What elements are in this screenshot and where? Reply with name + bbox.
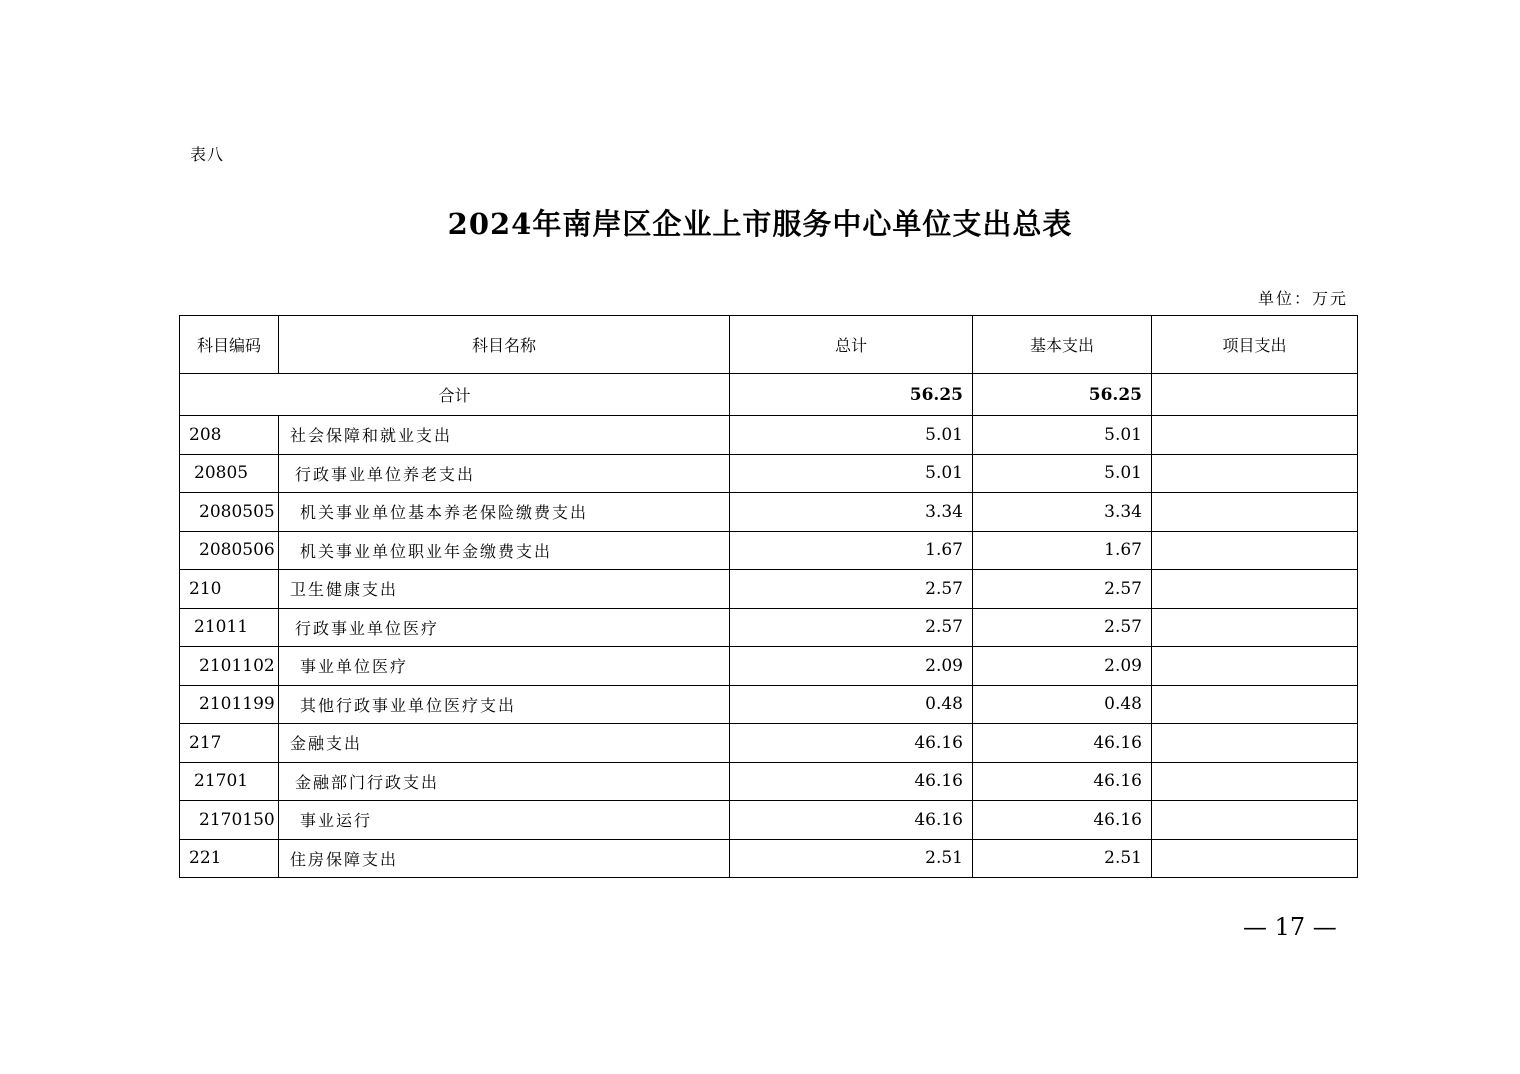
account-name-cell: 行政事业单位养老支出 [279,454,730,493]
summary-label: 合计 [180,374,730,416]
total-amount-cell: 3.34 [730,493,973,532]
project-amount-cell [1152,454,1358,493]
basic-amount-cell: 3.34 [973,493,1152,532]
account-name-cell: 住房保障支出 [279,839,730,878]
total-amount-cell: 46.16 [730,724,973,763]
project-amount-cell [1152,801,1358,840]
total-amount-cell: 2.57 [730,570,973,609]
project-amount-cell [1152,762,1358,801]
column-header-total: 总计 [730,316,973,374]
account-code-cell: 21011 [180,608,279,647]
table-row [180,724,1358,763]
account-code-cell: 2101102 [180,647,279,686]
table-label: 表八 [190,145,225,164]
account-code-cell: 217 [180,724,279,763]
table-header-row [180,316,1358,374]
project-amount-cell [1152,724,1358,763]
account-name-cell: 机关事业单位职业年金缴费支出 [279,531,730,570]
table-row [180,608,1358,647]
basic-amount-cell: 46.16 [973,801,1152,840]
account-name-cell: 其他行政事业单位医疗支出 [279,685,730,724]
basic-amount-cell: 0.48 [973,685,1152,724]
account-code-cell: 210 [180,570,279,609]
table-row [180,416,1358,455]
column-header-project: 项目支出 [1152,316,1358,374]
account-code-cell: 2080505 [180,493,279,532]
account-code-cell: 21701 [180,762,279,801]
total-amount-cell: 0.48 [730,685,973,724]
page-number: — 17 — [1243,913,1337,941]
basic-amount-cell: 2.51 [973,839,1152,878]
summary-total: 56.25 [730,374,973,416]
column-header-basic: 基本支出 [973,316,1152,374]
column-header-name: 科目名称 [279,316,730,374]
account-name-cell: 金融部门行政支出 [279,762,730,801]
summary-row [180,374,1358,416]
basic-amount-cell: 2.57 [973,570,1152,609]
table-row [180,839,1358,878]
page-title: 2024年南岸区企业上市服务中心单位支出总表 [447,207,1073,241]
account-name-cell: 事业运行 [279,801,730,840]
basic-amount-cell: 46.16 [973,724,1152,763]
account-name-cell: 机关事业单位基本养老保险缴费支出 [279,493,730,532]
basic-amount-cell: 2.57 [973,608,1152,647]
basic-amount-cell: 46.16 [973,762,1152,801]
project-amount-cell [1152,531,1358,570]
account-code-cell: 221 [180,839,279,878]
project-amount-cell [1152,608,1358,647]
basic-amount-cell: 2.09 [973,647,1152,686]
table-row [180,570,1358,609]
account-code-cell: 2170150 [180,801,279,840]
account-name-cell: 金融支出 [279,724,730,763]
expenditure-table [179,315,1358,878]
table-row [180,647,1358,686]
column-header-code: 科目编码 [180,316,279,374]
account-name-cell: 行政事业单位医疗 [279,608,730,647]
account-code-cell: 2101199 [180,685,279,724]
table-row [180,454,1358,493]
total-amount-cell: 46.16 [730,762,973,801]
total-amount-cell: 2.09 [730,647,973,686]
total-amount-cell: 1.67 [730,531,973,570]
total-amount-cell: 5.01 [730,454,973,493]
project-amount-cell [1152,493,1358,532]
account-code-cell: 2080506 [180,531,279,570]
table-row [180,531,1358,570]
account-name-cell: 事业单位医疗 [279,647,730,686]
project-amount-cell [1152,570,1358,609]
total-amount-cell: 2.51 [730,839,973,878]
project-amount-cell [1152,685,1358,724]
account-code-cell: 208 [180,416,279,455]
project-amount-cell [1152,839,1358,878]
summary-project [1152,374,1358,416]
account-name-cell: 社会保障和就业支出 [279,416,730,455]
project-amount-cell [1152,416,1358,455]
summary-basic: 56.25 [973,374,1152,416]
account-name-cell: 卫生健康支出 [279,570,730,609]
total-amount-cell: 5.01 [730,416,973,455]
account-code-cell: 20805 [180,454,279,493]
unit-note: 单位：万元 [1257,289,1348,308]
basic-amount-cell: 5.01 [973,454,1152,493]
table-row [180,762,1358,801]
table-row [180,685,1358,724]
total-amount-cell: 2.57 [730,608,973,647]
table-row [180,801,1358,840]
project-amount-cell [1152,647,1358,686]
table-row [180,493,1358,532]
total-amount-cell: 46.16 [730,801,973,840]
basic-amount-cell: 1.67 [973,531,1152,570]
basic-amount-cell: 5.01 [973,416,1152,455]
